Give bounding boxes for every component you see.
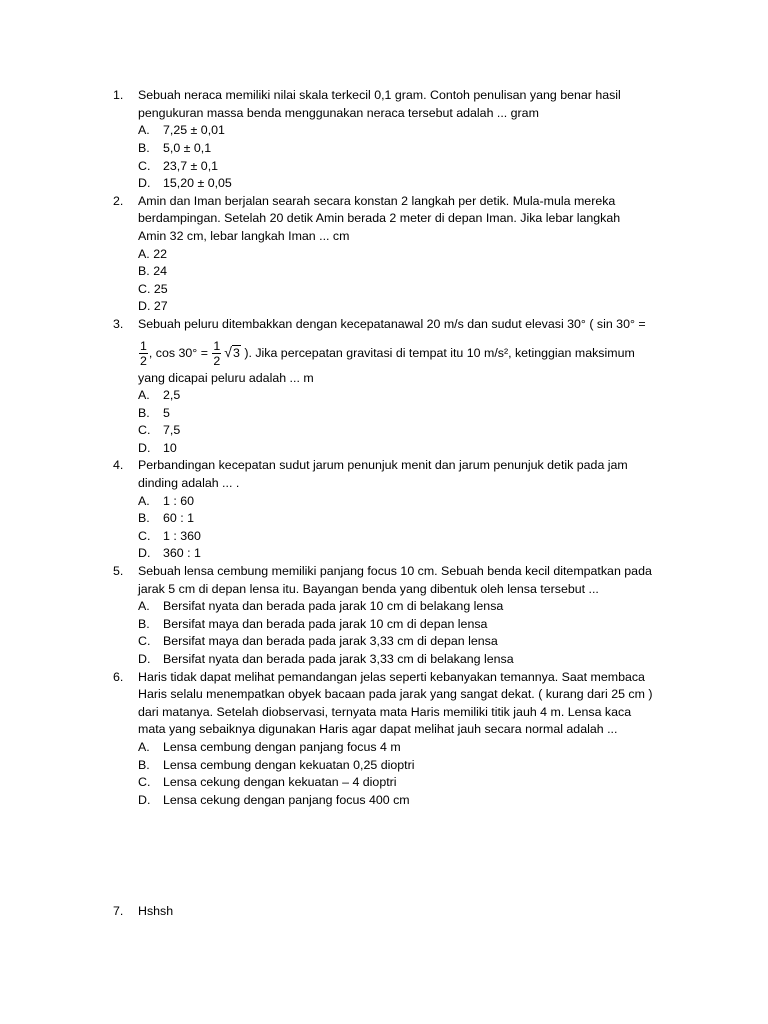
- option-d: [113, 440, 733, 458]
- option-letter: B.: [138, 140, 150, 155]
- option-c: [113, 158, 733, 176]
- fraction-half: [212, 339, 221, 368]
- option-b: [113, 140, 733, 158]
- option-a: [113, 387, 733, 405]
- option-b: [113, 263, 733, 281]
- question-text-line: [113, 457, 733, 475]
- option-text: 24: [153, 264, 168, 279]
- question-number: 6.: [113, 669, 124, 684]
- option-text: Bersifat nyata dan berada pada jarak 10 cm di belakang lensa: [163, 599, 504, 614]
- option-text: 7,25 ± 0,01: [163, 123, 225, 138]
- question-5: [113, 563, 733, 669]
- question-6: [113, 669, 733, 810]
- question-4: [113, 457, 733, 563]
- question-1: [113, 87, 733, 193]
- option-letter: C.: [138, 634, 151, 649]
- question-number: 1.: [113, 88, 124, 103]
- question-text: Amin dan Iman berjalan searah secara konstan 2 langkah per detik. Mula-mula mereka: [138, 193, 616, 208]
- option-letter: A.: [138, 493, 150, 508]
- question-text: Sebuah lensa cembung memiliki panjang focus 10 cm. Sebuah benda kecil ditempatkan pada: [138, 564, 652, 579]
- option-a: [113, 246, 733, 264]
- option-letter: D.: [138, 176, 151, 191]
- question-text-line: [113, 563, 733, 581]
- question-text-line: berdampingan. Setelah 20 detik Amin berada 2 meter di depan Iman. Jika lebar langkah: [138, 211, 621, 226]
- question-text-line: Amin 32 cm, lebar langkah Iman ... cm: [138, 228, 350, 243]
- square-root-radicand: 3: [232, 345, 240, 360]
- option-text: 15,20 ± 0,05: [163, 176, 232, 191]
- option-text: Lensa cembung dengan kekuatan 0,25 dioptri: [163, 757, 415, 772]
- question-2: [113, 193, 733, 316]
- option-d: [113, 545, 733, 563]
- question-text-line: jarak 5 cm di depan lensa itu. Bayangan benda yang dibentuk oleh lensa tersebut ...: [138, 581, 599, 596]
- option-text: 5,0 ± 0,1: [163, 140, 212, 155]
- option-text: 10: [163, 440, 177, 455]
- option-text: 1 : 60: [163, 493, 195, 508]
- question-text-line: [113, 669, 733, 687]
- option-text: 1 : 360: [163, 528, 201, 543]
- option-c: [113, 281, 733, 299]
- question-3: [113, 316, 733, 458]
- document-page: [113, 87, 733, 920]
- option-text: 2,5: [163, 388, 181, 403]
- option-b: [113, 757, 733, 775]
- option-letter: B.: [138, 264, 150, 279]
- option-letter: B.: [138, 405, 150, 420]
- question-number: 2.: [113, 193, 124, 208]
- formula-line: [113, 334, 733, 370]
- option-letter: C.: [138, 158, 151, 173]
- option-letter: A.: [138, 599, 150, 614]
- option-c: [113, 633, 733, 651]
- option-text: Bersifat maya dan berada pada jarak 3,33 cm di depan lensa: [163, 634, 498, 649]
- question-text: Sebuah peluru ditembakkan dengan kecepatanawal 20 m/s dan sudut elevasi 30° ( sin 30° =: [138, 316, 646, 331]
- option-text: 7,5: [163, 423, 181, 438]
- option-text: Bersifat nyata dan berada pada jarak 3,33 cm di belakang lensa: [163, 652, 514, 666]
- question-number: 7.: [113, 903, 124, 918]
- option-a: [113, 493, 733, 511]
- option-text: Lensa cekung dengan kekuatan – 4 dioptri: [163, 775, 397, 790]
- option-letter: A.: [138, 246, 150, 261]
- option-d: [113, 175, 733, 193]
- option-letter: D.: [138, 792, 151, 807]
- option-text: 60 : 1: [163, 511, 195, 526]
- question-text: Hshsh: [138, 903, 174, 918]
- question-7: [113, 903, 733, 921]
- question-text-line: pengukuran massa benda menggunakan neraca tersebut adalah ... gram: [138, 105, 539, 120]
- option-letter: D.: [138, 299, 151, 314]
- option-text: 25: [153, 281, 168, 296]
- option-text: 23,7 ± 0,1: [163, 158, 219, 173]
- option-text: Lensa cembung dengan panjang focus 4 m: [163, 739, 401, 754]
- option-a: [113, 739, 733, 757]
- question-text: Perbandingan kecepatan sudut jarum penunjuk menit dan jarum penunjuk detik pada jam: [138, 458, 628, 473]
- question-text-line: [113, 193, 733, 211]
- option-text: 5: [163, 405, 170, 420]
- option-letter: A.: [138, 123, 150, 138]
- fraction-denominator: 2: [140, 353, 147, 368]
- option-c: [113, 422, 733, 440]
- question-number: 4.: [113, 458, 124, 473]
- option-letter: D.: [138, 440, 151, 455]
- option-text: 22: [153, 246, 168, 261]
- option-letter: A.: [138, 739, 150, 754]
- formula-text: ). Jika percepatan gravitasi di tempat itu 10 m/s², ketinggian maksimum: [240, 345, 635, 360]
- option-c: [113, 774, 733, 792]
- option-letter: D.: [138, 546, 151, 561]
- question-text: Haris tidak dapat melihat pemandangan jelas seperti kebanyakan temannya. Saat membaca: [138, 669, 645, 684]
- option-c: [113, 528, 733, 546]
- question-text-line: Haris selalu menempatkan obyek bacaan pada jarak yang sangat dekat. ( kurang dari 25 cm ): [138, 687, 653, 702]
- question-text-line: dinding adalah ... .: [138, 476, 240, 491]
- square-root-symbol: √: [224, 343, 232, 360]
- option-a: [113, 122, 733, 140]
- option-text: Lensa cekung dengan panjang focus 400 cm: [163, 792, 410, 807]
- option-letter: C.: [138, 775, 151, 790]
- fraction-numerator: 1: [213, 338, 221, 353]
- fraction-denominator: 2: [213, 353, 221, 368]
- option-letter: C.: [138, 528, 151, 543]
- option-b: [113, 510, 733, 528]
- option-letter: C.: [138, 423, 151, 438]
- question-text: Sebuah neraca memiliki nilai skala terkecil 0,1 gram. Contoh penulisan yang benar hasil: [138, 88, 621, 103]
- option-text: 27: [153, 299, 168, 314]
- question-text-line: [113, 316, 733, 334]
- question-text-line: [113, 903, 733, 921]
- option-d: [113, 651, 733, 669]
- question-text-line: [113, 87, 733, 105]
- option-d: [113, 298, 733, 316]
- fraction-numerator: 1: [140, 338, 147, 353]
- option-letter: B.: [138, 616, 150, 631]
- question-number: 3.: [113, 316, 124, 331]
- option-letter: C.: [138, 281, 151, 296]
- question-number: 5.: [113, 564, 124, 579]
- option-letter: D.: [138, 652, 151, 666]
- question-text-line: dari matanya. Setelah diobservasi, ternyata mata Haris memiliki titik jauh 4 m. Lensa kaca: [138, 704, 632, 719]
- option-letter: A.: [138, 388, 150, 403]
- option-b: [113, 616, 733, 634]
- formula-text: , cos 30° =: [148, 345, 212, 360]
- option-a: [113, 598, 733, 616]
- option-letter: B.: [138, 757, 150, 772]
- option-text: 360 : 1: [163, 546, 201, 561]
- option-b: [113, 405, 733, 423]
- option-text: Bersifat maya dan berada pada jarak 10 cm di depan lensa: [163, 616, 488, 631]
- option-letter: B.: [138, 511, 150, 526]
- fraction-half: [139, 339, 148, 368]
- option-d: [113, 792, 733, 810]
- question-text-line: yang dicapai peluru adalah ... m: [138, 370, 314, 385]
- question-text-line: mata yang sebaiknya digunakan Haris agar dapat melihat jauh secara normal adalah ...: [138, 722, 618, 737]
